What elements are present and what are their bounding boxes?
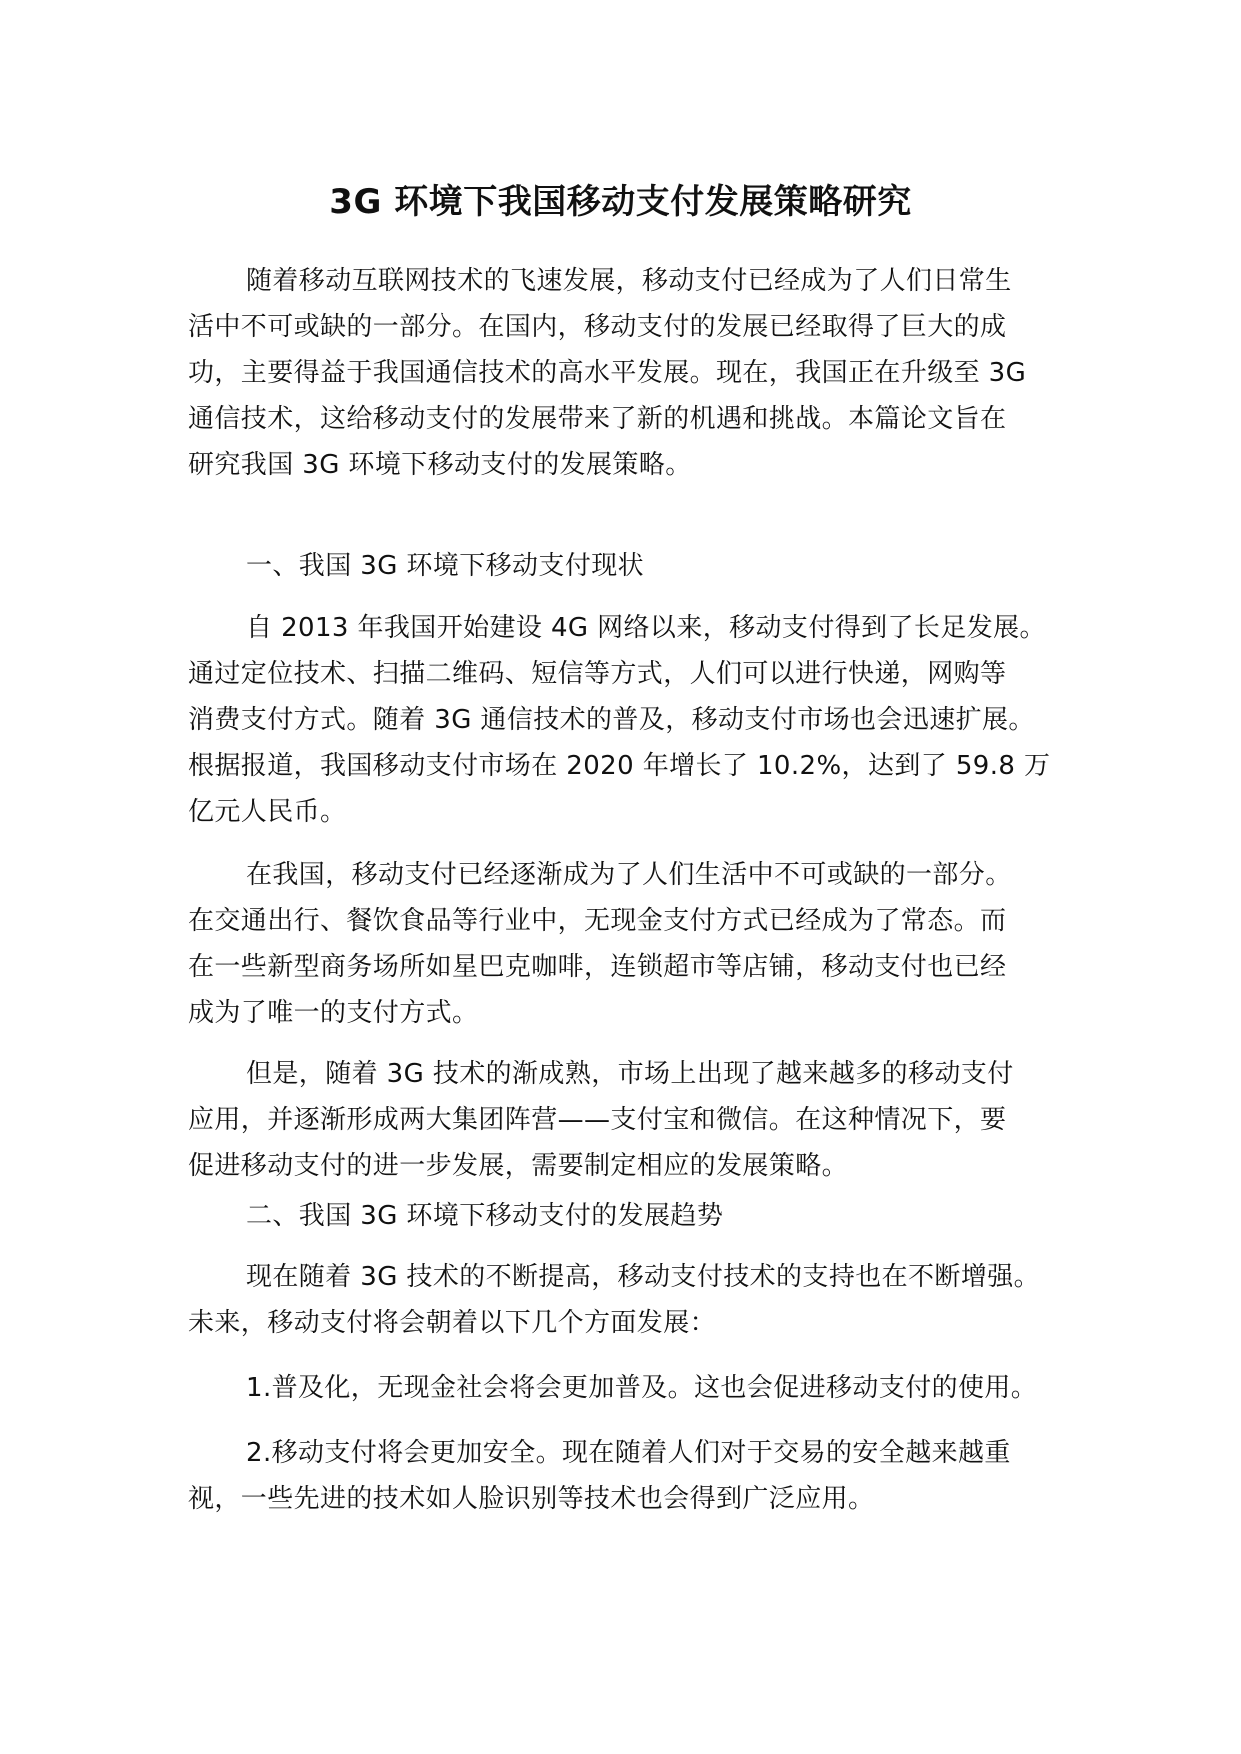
text-line: 现在随着 3G 技术的不断提高，移动支付技术的支持也在不断增强。	[246, 1262, 1041, 1292]
paragraph-status-2	[188, 852, 1050, 1036]
text-line: 成为了唯一的支付方式。	[188, 998, 479, 1028]
text-line: 随着移动互联网技术的飞速发展，移动支付已经成为了人们日常生	[246, 266, 1012, 296]
text-line: 但是，随着 3G 技术的渐成熟，市场上出现了越来越多的移动支付	[246, 1059, 1014, 1089]
paragraph-trend-intro	[188, 1254, 1050, 1346]
text-line: 在一些新型商务场所如星巴克咖啡，连锁超市等店铺，移动支付也已经	[188, 952, 1007, 982]
paragraph-status-3	[188, 1051, 1050, 1189]
text-line: 1.普及化，无现金社会将会更加普及。这也会促进移动支付的使用。	[246, 1373, 1038, 1403]
text-line: 研究我国 3G 环境下移动支付的发展策略。	[188, 450, 692, 480]
text-line: 自 2013 年我国开始建设 4G 网络以来，移动支付得到了长足发展。	[246, 613, 1046, 643]
paragraph-intro	[188, 258, 1050, 488]
text-line: 亿元人民币。	[188, 797, 347, 827]
section-heading-2: 二、我国 3G 环境下移动支付的发展趋势	[246, 1201, 724, 1231]
text-line: 功，主要得益于我国通信技术的高水平发展。现在，我国正在升级至 3G	[188, 358, 1027, 388]
text-line: 根据报道，我国移动支付市场在 2020 年增长了 10.2%，达到了 59.8 万	[188, 751, 1051, 781]
text-line: 2.移动支付将会更加安全。现在随着人们对于交易的安全越来越重	[246, 1438, 1011, 1468]
paragraph-status-1	[188, 605, 1050, 835]
text-line: 应用，并逐渐形成两大集团阵营——支付宝和微信。在这种情况下，要	[188, 1105, 1007, 1135]
paragraph-trend-2	[188, 1430, 1050, 1522]
text-line: 在交通出行、餐饮食品等行业中，无现金支付方式已经成为了常态。而	[188, 906, 1007, 936]
text-line: 视，一些先进的技术如人脸识别等技术也会得到广泛应用。	[188, 1484, 875, 1514]
text-line: 活中不可或缺的一部分。在国内，移动支付的发展已经取得了巨大的成	[188, 312, 1007, 342]
text-line: 通过定位技术、扫描二维码、短信等方式，人们可以进行快递，网购等	[188, 659, 1007, 689]
section-heading-1: 一、我国 3G 环境下移动支付现状	[246, 551, 645, 581]
document-title: 3G 环境下我国移动支付发展策略研究	[329, 182, 912, 222]
text-line: 促进移动支付的进一步发展，需要制定相应的发展策略。	[188, 1151, 849, 1181]
text-line: 在我国，移动支付已经逐渐成为了人们生活中不可或缺的一部分。	[246, 860, 1012, 890]
text-line: 未来，移动支付将会朝着以下几个方面发展：	[188, 1308, 717, 1338]
text-line: 消费支付方式。随着 3G 通信技术的普及，移动支付市场也会迅速扩展。	[188, 705, 1035, 735]
text-line: 通信技术，这给移动支付的发展带来了新的机遇和挑战。本篇论文旨在	[188, 404, 1007, 434]
paragraph-trend-1	[188, 1365, 1050, 1411]
